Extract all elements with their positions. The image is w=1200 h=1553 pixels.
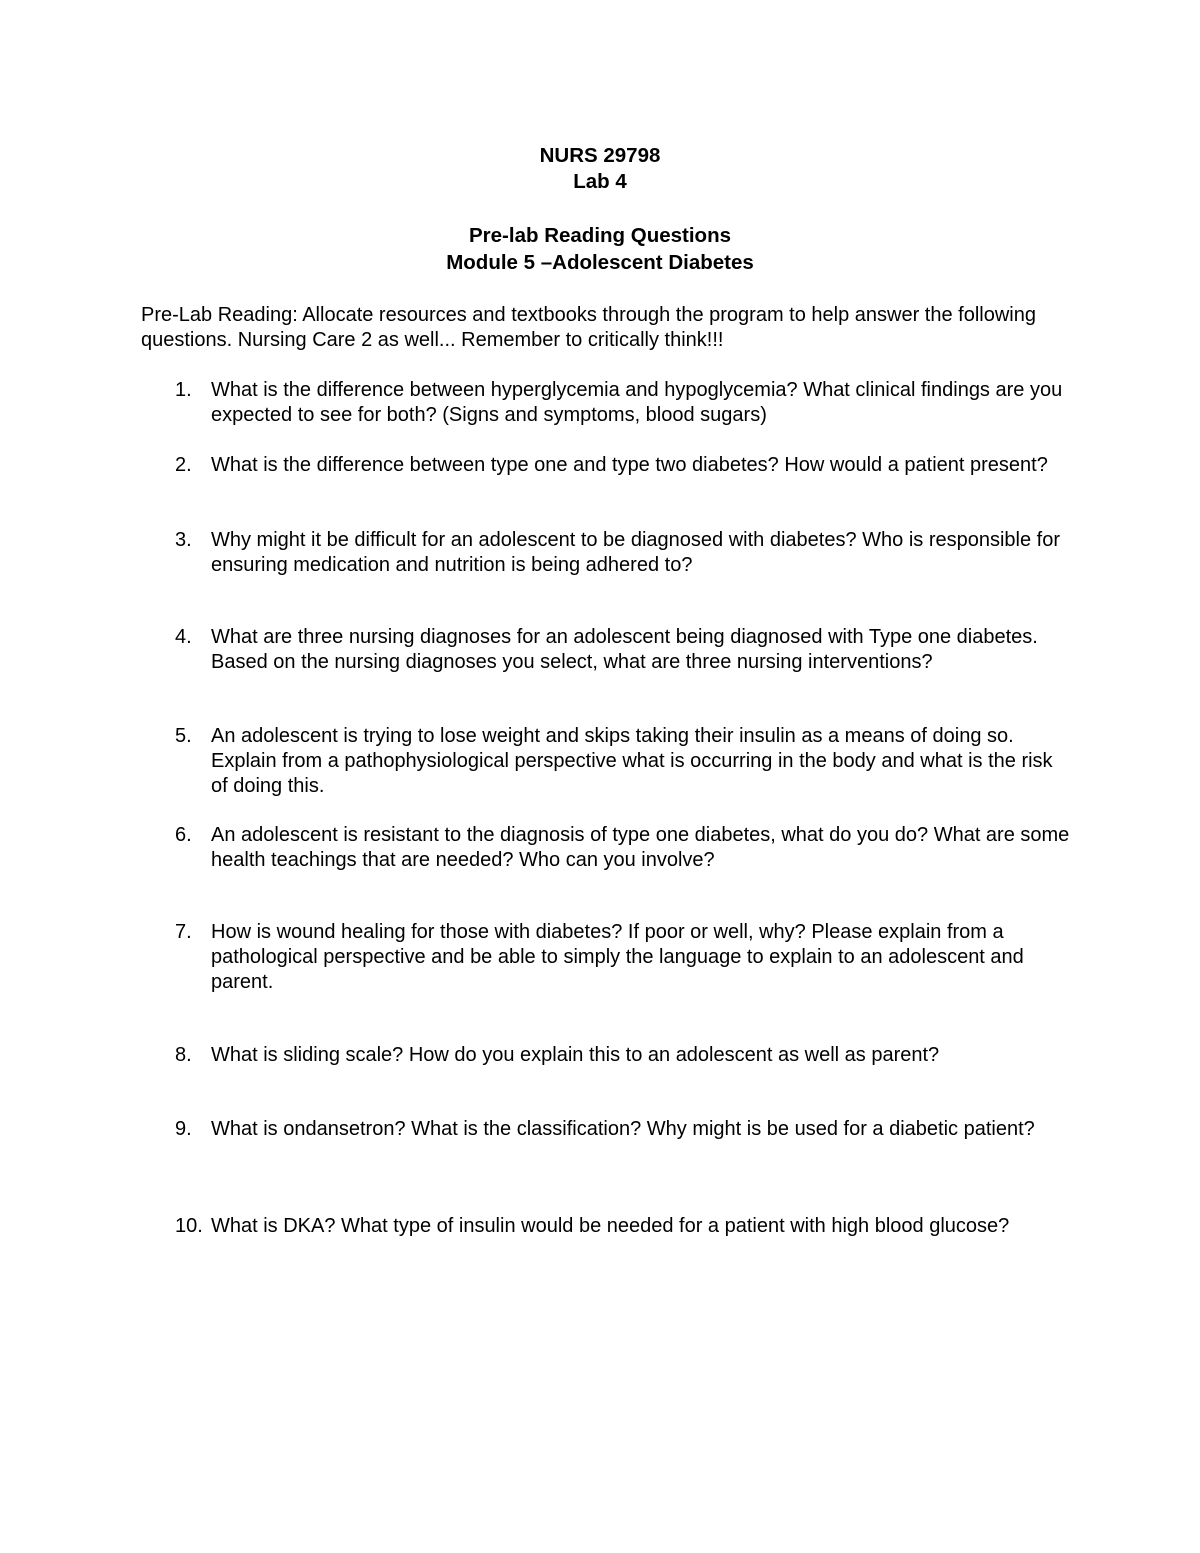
- module-title: Module 5 –Adolescent Diabetes: [446, 251, 754, 274]
- question-item: [141, 453, 1071, 478]
- question-number: 10.: [175, 1215, 203, 1237]
- question-number: 3.: [175, 529, 192, 551]
- question-number: 4.: [175, 626, 192, 648]
- question-text: What is DKA? What type of insulin would be needed for a patient with high blood glucose?: [211, 1215, 1010, 1237]
- question-item: [141, 1043, 1071, 1068]
- course-code: NURS 29798: [539, 144, 661, 167]
- question-number: 8.: [175, 1044, 192, 1066]
- question-item: [141, 528, 1071, 578]
- question-item: [141, 378, 1071, 428]
- intro-paragraph: Pre-Lab Reading: Allocate resources and textbooks through the program to help answer the following questions. Nursing Care 2 as well... Remember to critically think!!!: [141, 304, 1036, 351]
- question-item: [141, 920, 1071, 995]
- question-text: What is sliding scale? How do you explain this to an adolescent as well as parent?: [211, 1044, 940, 1066]
- question-text: What is the difference between hyperglycemia and hypoglycemia? What clinical findings are you expected to see for both? (Signs and symptoms, blood sugars): [211, 379, 1063, 426]
- question-item: [141, 1117, 1071, 1142]
- lab-number: Lab 4: [573, 170, 627, 193]
- question-text: What are three nursing diagnoses for an adolescent being diagnosed with Type one diabetes. Based on the nursing diagnoses you select, what are three nursing interventions?: [211, 626, 1038, 673]
- question-item: [141, 625, 1071, 675]
- question-text: An adolescent is resistant to the diagnosis of type one diabetes, what do you do? What are some health teachings that are needed? Who can you involve?: [211, 824, 1070, 871]
- document-title: Pre-lab Reading Questions: [469, 224, 731, 247]
- question-text: Why might it be difficult for an adolescent to be diagnosed with diabetes? Who is responsible for ensuring medication and nutrition is being adhered to?: [211, 529, 1060, 576]
- question-number: 7.: [175, 921, 192, 943]
- question-item: [141, 1214, 1071, 1239]
- question-number: 1.: [175, 379, 192, 401]
- question-number: 6.: [175, 824, 192, 846]
- question-text: What is the difference between type one and type two diabetes? How would a patient present?: [211, 454, 1048, 476]
- question-text: How is wound healing for those with diabetes? If poor or well, why? Please explain from a pathological perspective and be able to simply the language to explain to an adolescent and parent.: [211, 921, 1024, 993]
- question-number: 5.: [175, 725, 192, 747]
- question-text: An adolescent is trying to lose weight and skips taking their insulin as a means of doing so. Explain from a pathophysiological perspective what is occurring in the body and what is the risk of doing this.: [211, 725, 1053, 797]
- question-item: [141, 724, 1071, 799]
- question-number: 9.: [175, 1118, 192, 1140]
- question-item: [141, 823, 1071, 873]
- question-number: 2.: [175, 454, 192, 476]
- question-text: What is ondansetron? What is the classification? Why might is be used for a diabetic patient?: [211, 1118, 1035, 1140]
